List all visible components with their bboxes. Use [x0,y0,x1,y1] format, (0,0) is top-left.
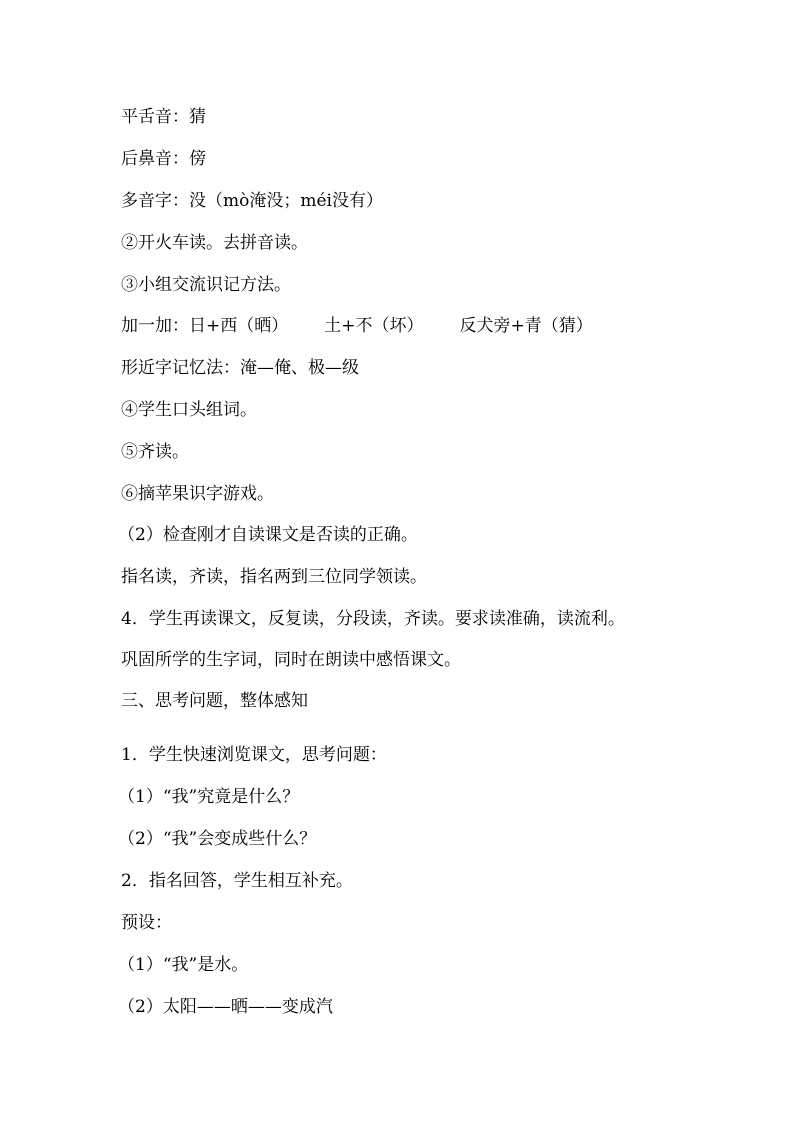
line-name-read: 指名读，齐读，指名两到三位同学领读。 [121,567,427,587]
line-train-read: ②开火车读。去拼音读。 [121,233,308,253]
line-back-nasal: 后鼻音：傍 [121,149,206,169]
line-question-1: （1）“我”究竟是什么？ [118,787,300,807]
line-preset-1: （1）“我”是水。 [118,955,249,975]
line-add-radicals [121,315,593,337]
line-reread-text: 4．学生再读课文，反复读，分段读，齐读。要求读准确，读流利。 [121,609,625,629]
line-oral-words: ④学生口头组词。 [121,400,257,420]
line-question-2: （2）“我”会变成些什么？ [118,829,317,849]
section-heading-3: 三、思考问题，整体感知 [121,691,308,711]
add-part-1: 加一加：日+西（晒） [121,316,289,336]
line-group-method: ③小组交流识记方法。 [121,275,291,295]
line-polyphonic: 多音字：没（mò淹没；méi没有） [121,191,383,211]
line-consolidate: 巩固所学的生字词，同时在朗读中感悟课文。 [121,650,461,670]
line-read-together: ⑤齐读。 [121,442,189,462]
line-check-reading: （2）检查刚才自读课文是否读的正确。 [118,525,418,545]
line-preset-2: （2）太阳——晒——变成汽 [118,997,333,1017]
line-preset: 预设： [121,913,172,933]
add-part-3: 反犬旁+青（猜） [459,316,593,336]
line-answer: 2．指名回答，学生相互补充。 [121,871,353,891]
line-browse-question: 1．学生快速浏览课文，思考问题： [121,745,387,765]
line-flat-tongue: 平舌音：猜 [121,107,206,127]
line-apple-game: ⑥摘苹果识字游戏。 [121,484,274,504]
add-part-2: 土+不（坏） [324,316,424,336]
line-similar-chars: 形近字记忆法：淹—俺、极—级 [121,358,359,378]
